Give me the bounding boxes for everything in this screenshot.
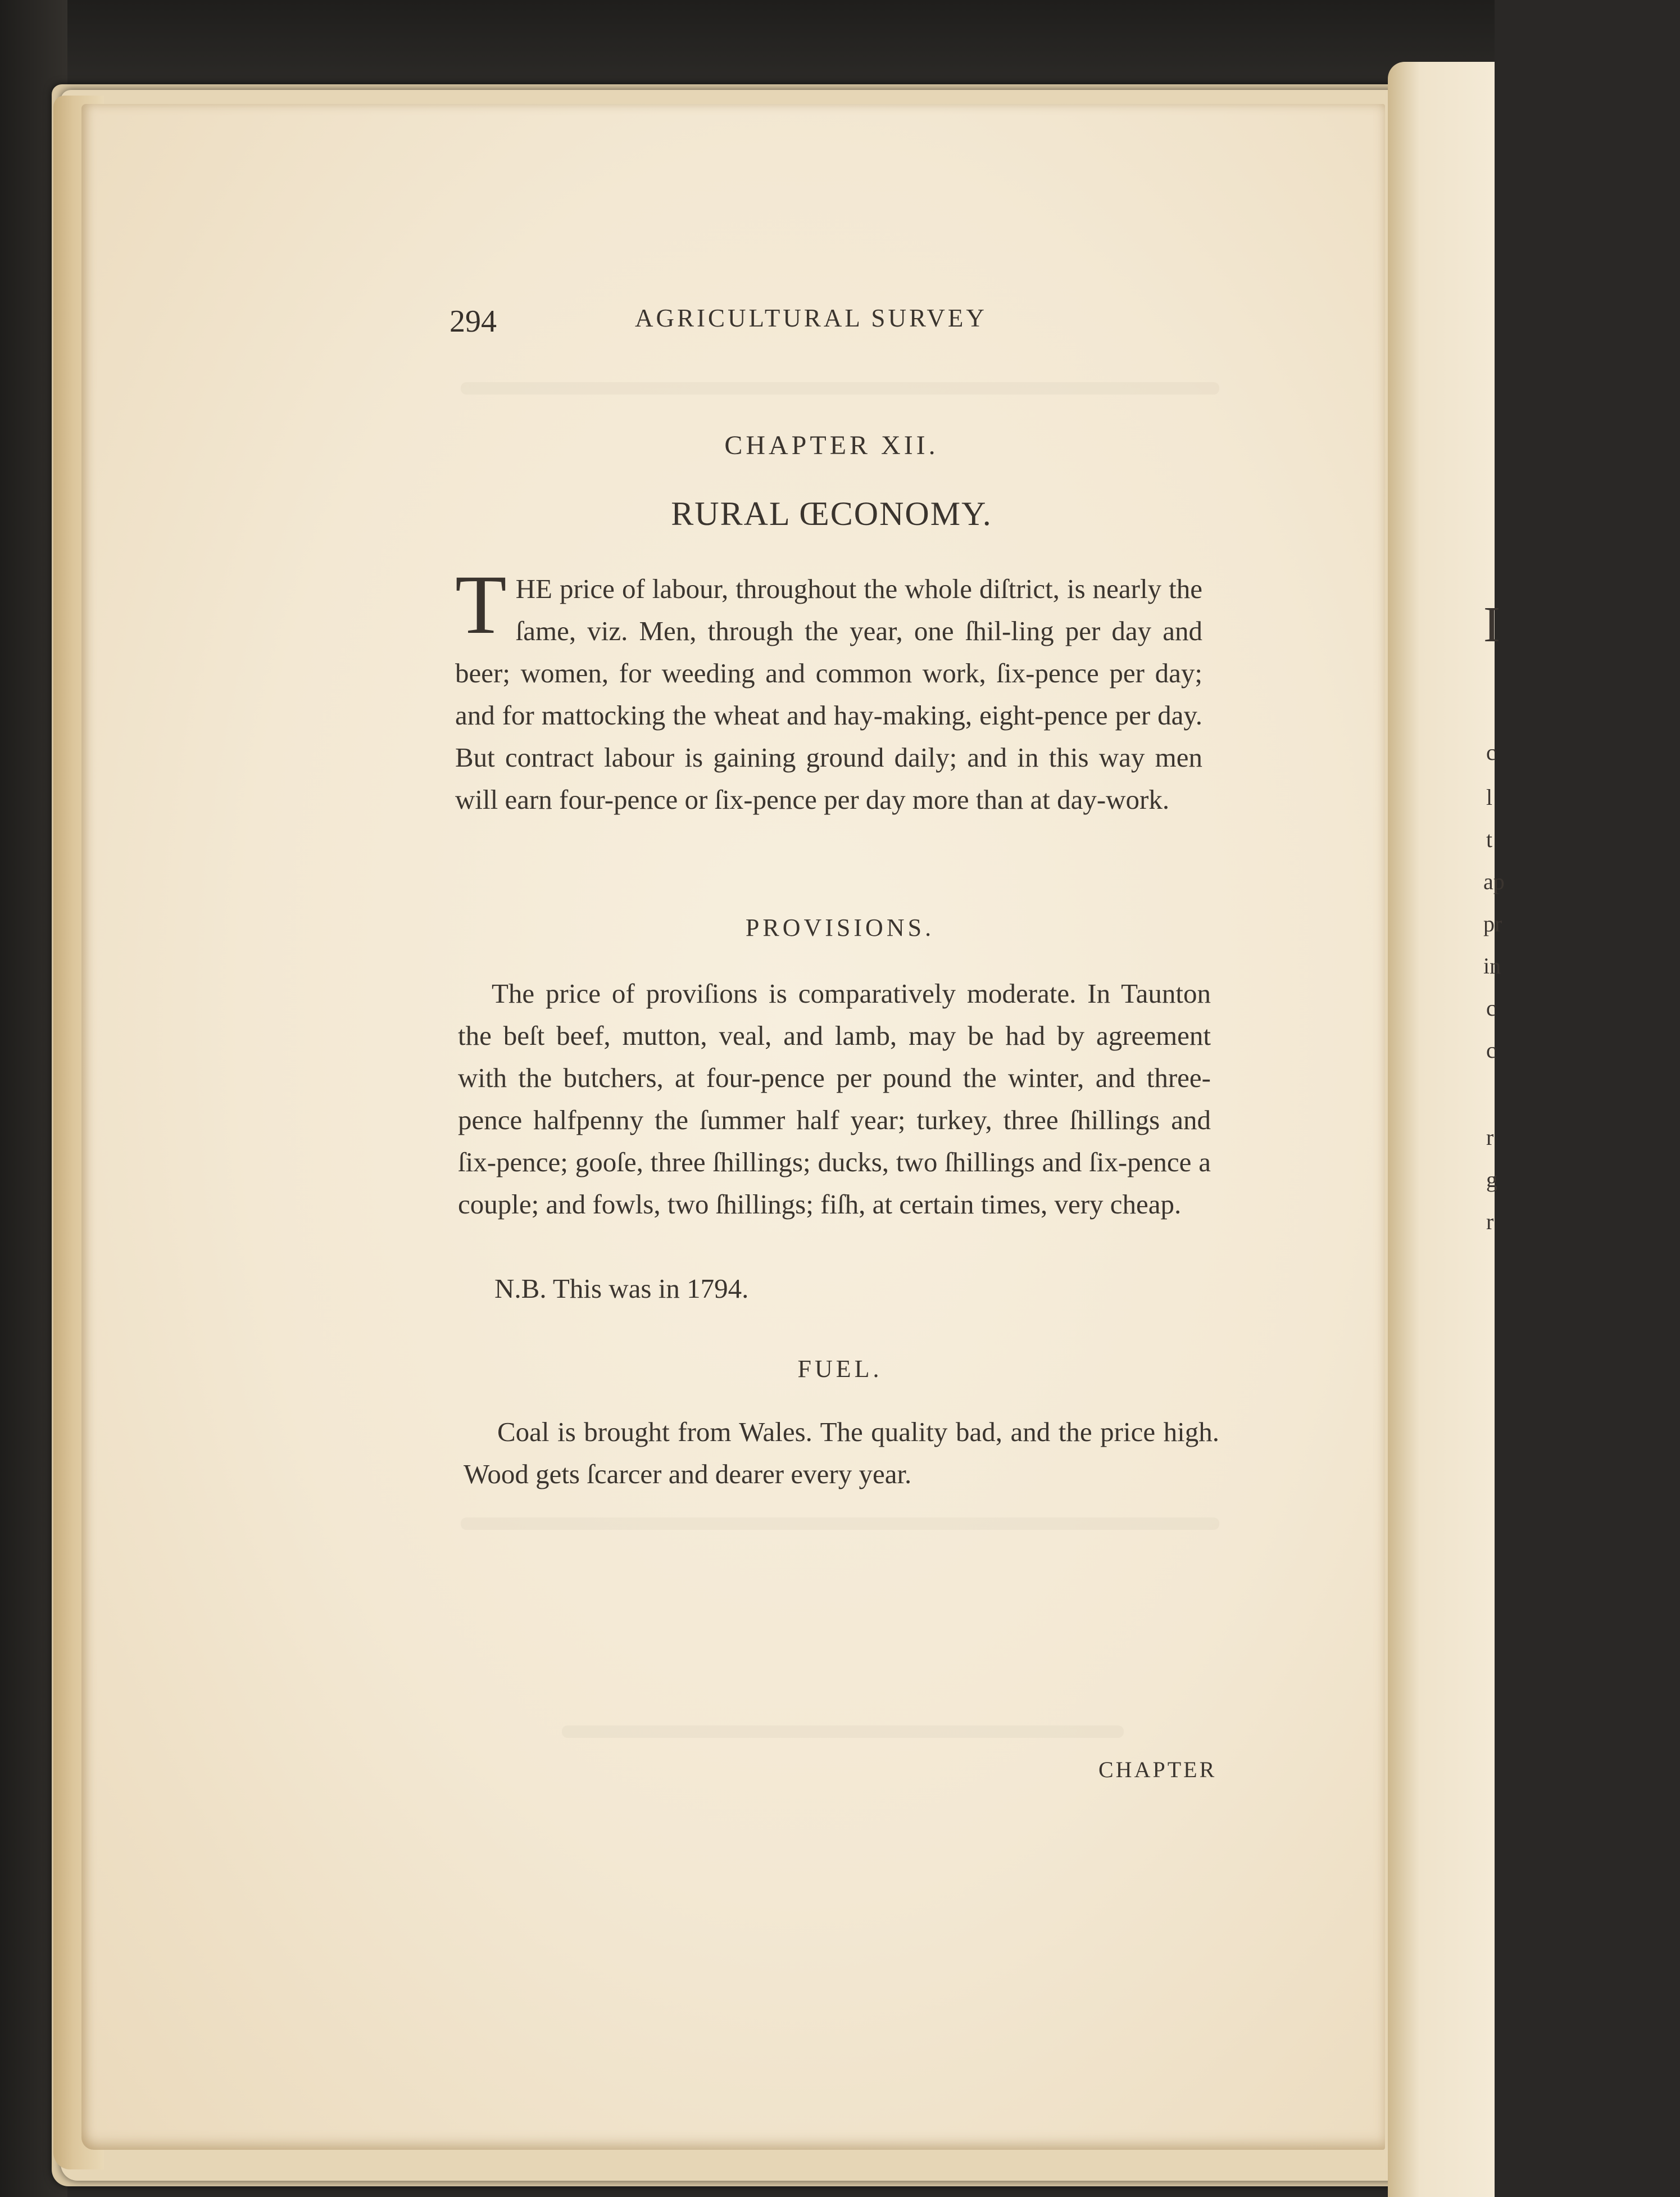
facing-page-fragment: in	[1483, 953, 1501, 979]
facing-page-fragment: t	[1486, 827, 1493, 852]
show-through	[461, 1517, 1219, 1530]
running-head	[444, 303, 1259, 348]
facing-page-fragment: r	[1486, 1125, 1494, 1150]
catchword: CHAPTER	[1098, 1757, 1217, 1782]
facing-page-fragment: c	[1486, 740, 1496, 765]
facing-page-fragment: l	[1486, 785, 1493, 810]
facing-page-fragment: c	[1486, 995, 1496, 1021]
running-title: AGRICULTURAL SURVEY	[635, 304, 987, 332]
drop-cap: T	[455, 558, 507, 651]
fuel-paragraph: Coal is brought from Wales. The quality bad, and the price high. Wood gets ſcarcer and dearer every year.	[464, 1416, 1219, 1489]
intro-text: HE price of labour, throughout the whole diſtrict, is nearly the ſame, viz. Men, through the year, one ſhil-ling per day and beer; women, for weeding and common work, ſix-pence per day; and for mattocking the wheat and hay-making, eight-pence per day. But contract labour is gaining ground daily; and in this way men will earn four-pence or ſix-pence per day more than at day-work.	[455, 573, 1202, 815]
intro-paragraph	[455, 558, 1202, 821]
show-through	[461, 382, 1219, 395]
facing-page-fragment: g	[1486, 1167, 1497, 1192]
facing-page-fragment: c	[1486, 1038, 1496, 1063]
provisions-heading: PROVISIONS.	[745, 914, 935, 941]
provisions-note: N.B. This was in 1794.	[494, 1273, 749, 1304]
facing-page-fragment: I	[1483, 597, 1500, 653]
facing-page	[1388, 62, 1505, 2197]
show-through	[562, 1725, 1124, 1738]
provisions-paragraph: The price of proviſions is comparatively moderate. In Taunton the beſt beef, mutton, veal, and lamb, may be had by agreement with the butchers, at four-pence per pound the winter, and three-pence halfpenny the ſummer half year; turkey, three ſhillings and ſix-pence; gooſe, three ſhillings; ducks, two ſhillings and ſix-pence a couple; and fowls, two ſhillings; fiſh, at certain times, very cheap.	[458, 978, 1211, 1220]
facing-page-fragment: pr	[1483, 911, 1502, 936]
chapter-title: RURAL ŒCONOMY.	[671, 495, 992, 532]
chapter-number: CHAPTER XII.	[724, 431, 939, 460]
facing-page-fragment: ap	[1483, 869, 1505, 894]
page-number: 294	[449, 304, 497, 339]
facing-page-fragment: r	[1486, 1209, 1494, 1234]
fuel-heading: FUEL.	[797, 1355, 883, 1383]
